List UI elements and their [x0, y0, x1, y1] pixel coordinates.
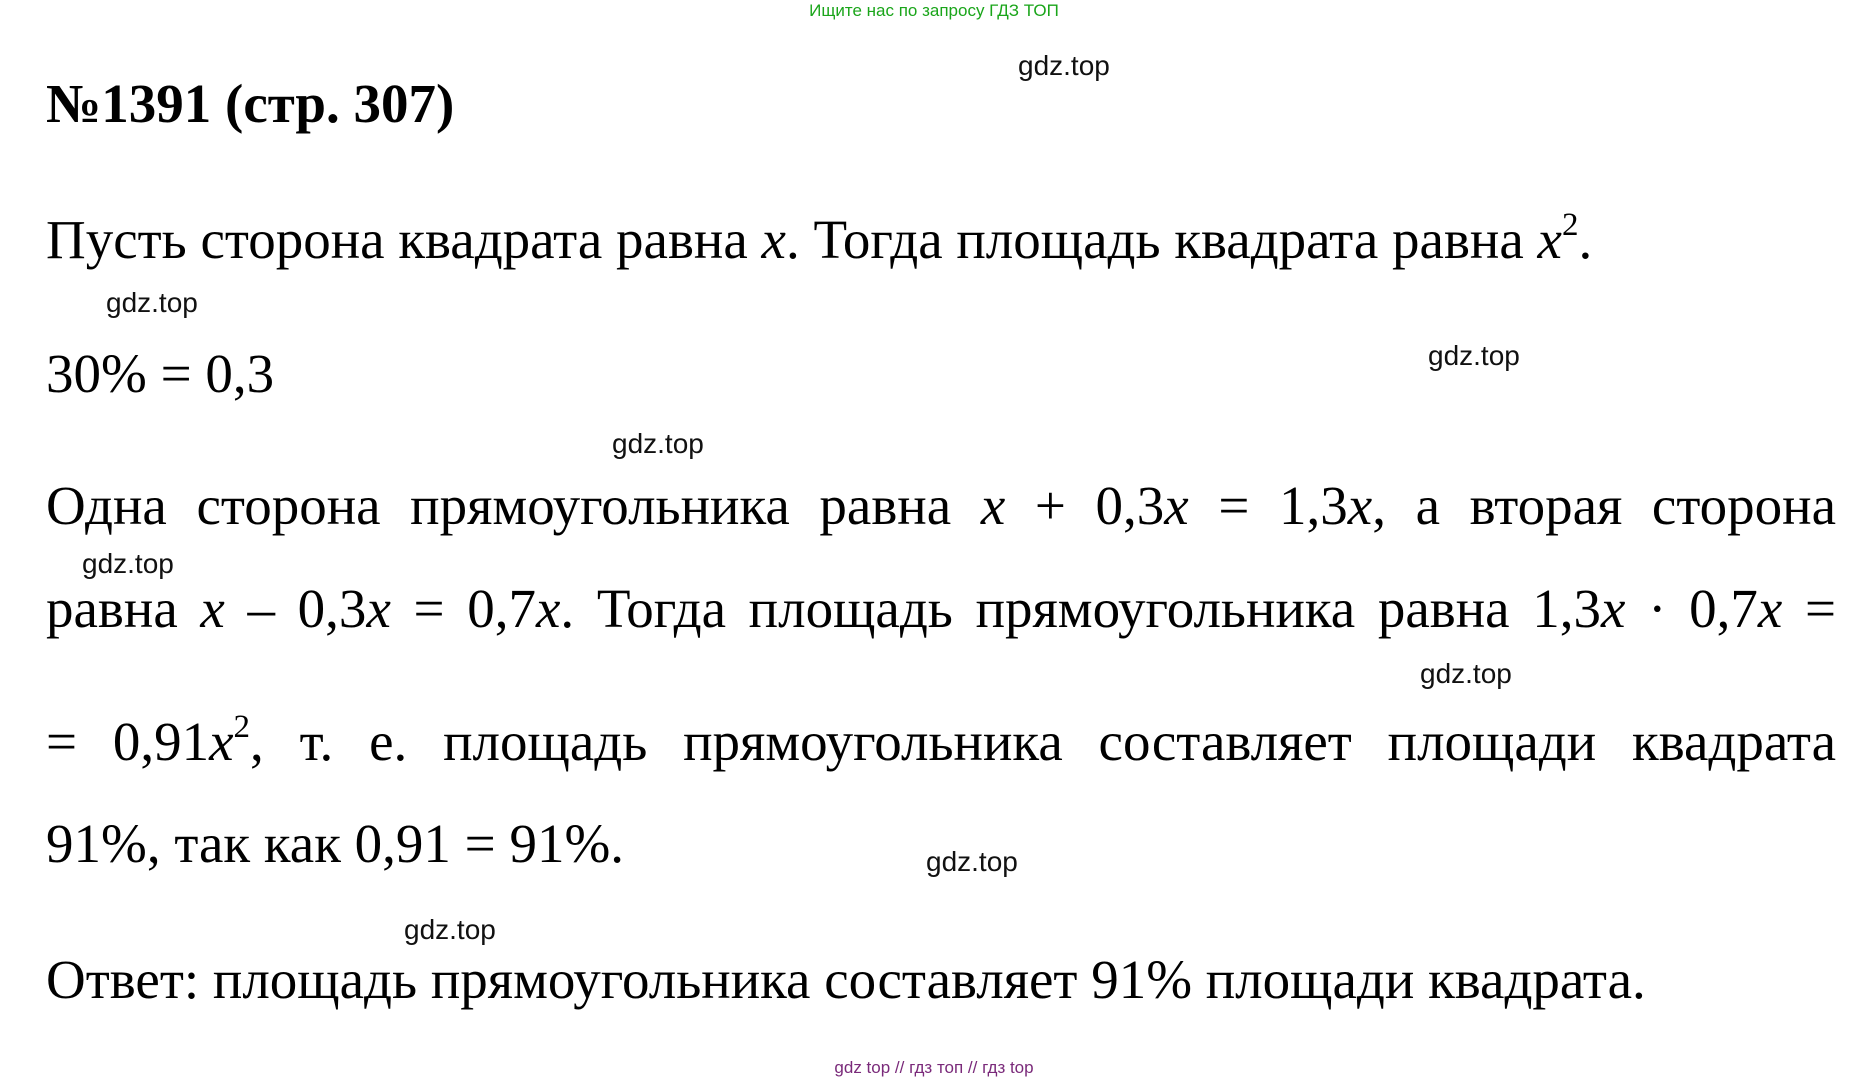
watermark: gdz.top: [106, 287, 198, 318]
watermark: gdz.top: [404, 914, 496, 945]
watermark: gdz.top: [612, 428, 704, 459]
text-line-5: [46, 710, 1836, 773]
variable-x: x: [209, 711, 234, 772]
text-line-6: 91%, так как 0,91 = 91%.: [46, 813, 625, 874]
variable-x: x: [1347, 475, 1373, 536]
watermark: gdz.top: [82, 548, 174, 579]
variable-x: x: [1164, 475, 1189, 536]
text-fragment: . Тогда площадь квадрата равна: [785, 209, 1538, 270]
watermark: gdz.top: [1428, 340, 1520, 371]
watermark: gdz.top: [1420, 658, 1512, 689]
text-fragment: равна: [46, 578, 201, 639]
text-fragment: =: [1782, 578, 1836, 639]
text-fragment: .: [1578, 209, 1593, 270]
answer-line: Ответ: площадь прямоугольника составляет 91% площади квадрата.: [46, 949, 1646, 1010]
watermark: gdz.top: [1018, 50, 1110, 81]
text-line-2: 30% = 0,3: [46, 343, 275, 404]
variable-x: x: [1601, 578, 1626, 639]
text-fragment: , а вторая сторона: [1372, 475, 1836, 536]
variable-x: x: [980, 475, 1006, 536]
text-fragment: . Тогда площадь прямоугольника равна 1,3: [560, 578, 1602, 639]
variable-x: x: [200, 578, 225, 639]
text-line-3: [46, 474, 1836, 537]
variable-x: x: [535, 578, 561, 639]
text-fragment: Пусть сторона квадрата равна: [46, 209, 762, 270]
variable-x: x: [1757, 578, 1783, 639]
variable-x: x: [1537, 209, 1562, 270]
footer-text: gdz top // гдз топ // гдз top: [834, 1058, 1034, 1077]
exponent: 2: [233, 708, 251, 745]
text-fragment: – 0,3: [224, 578, 367, 639]
exponent: 2: [1561, 206, 1579, 243]
watermark: gdz.top: [926, 846, 1018, 877]
text-fragment: · 0,7: [1625, 578, 1758, 639]
text-line-1: [46, 208, 1836, 271]
page-title: №1391 (стр. 307): [46, 73, 455, 134]
text-fragment: + 0,3: [1005, 475, 1165, 536]
text-fragment: = 0,7: [390, 578, 536, 639]
text-fragment: Одна сторона прямоугольника равна: [46, 475, 981, 536]
text-fragment: , т. е. площадь прямоугольника составляет площади квадрата: [250, 711, 1836, 772]
text-fragment: = 0,91: [46, 711, 210, 772]
text-fragment: = 1,3: [1188, 475, 1348, 536]
text-line-4: [46, 577, 1836, 640]
variable-x: x: [366, 578, 391, 639]
variable-x: x: [761, 209, 786, 270]
top-banner: Ищите нас по запросу ГДЗ ТОП: [809, 1, 1059, 20]
